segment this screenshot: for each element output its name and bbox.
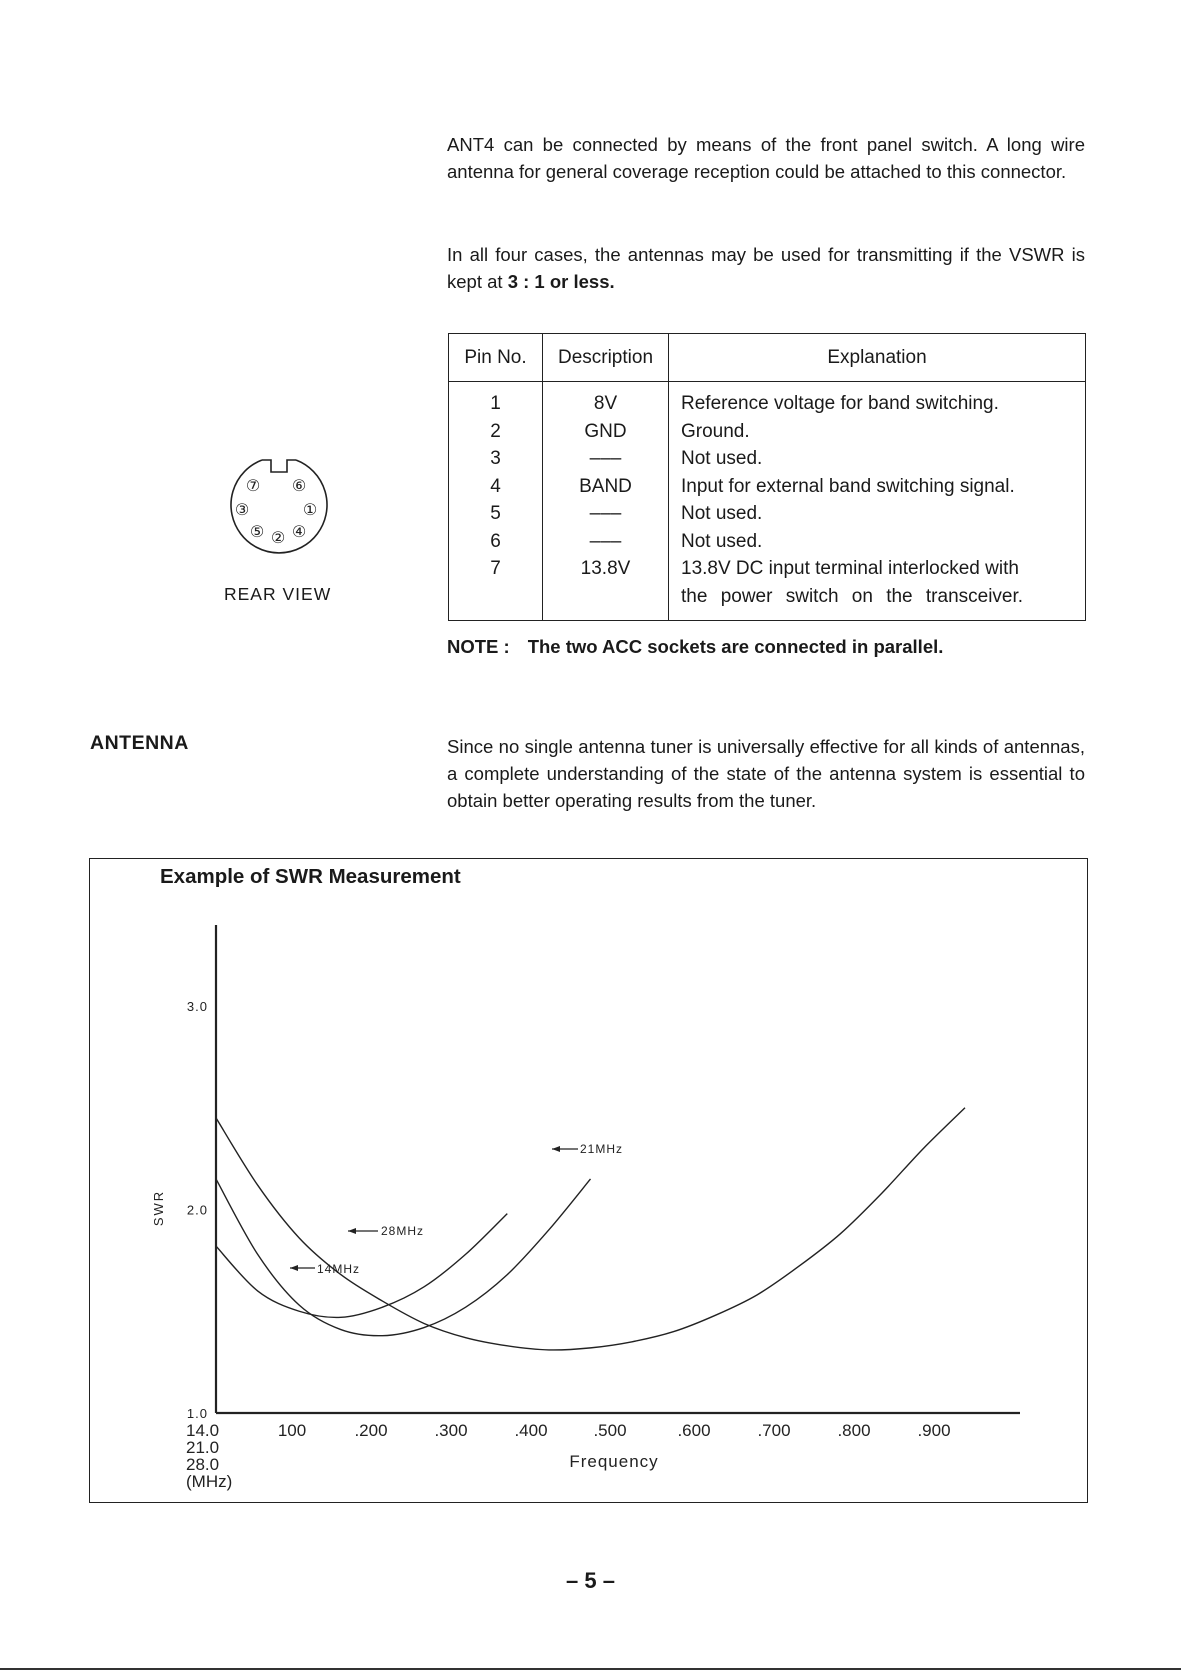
pin-explanation: the power switch on the transceiver.	[681, 585, 1024, 607]
pin-description: –––	[589, 448, 622, 469]
pin-explanation: Ground.	[681, 420, 750, 442]
chart-title: Example of SWR Measurement	[160, 865, 461, 888]
x-tick-label: .400	[514, 1421, 548, 1440]
x-tick-label: .800	[837, 1421, 871, 1440]
x-tick-label: .200	[354, 1421, 388, 1440]
callout-arrow-21mhz	[552, 1146, 560, 1152]
x-tick-label: .300	[434, 1421, 468, 1440]
pin-description: 13.8V	[580, 558, 631, 579]
antenna-heading: ANTENNA	[90, 732, 189, 754]
pin-1-label: ①	[302, 500, 318, 519]
x-axis-label: Frequency	[569, 1452, 659, 1471]
pin-description: –––	[589, 503, 622, 524]
pin-4-label: ④	[291, 522, 307, 541]
x-offset-label: (MHz)	[186, 1472, 233, 1491]
pin-explanation: Not used.	[681, 503, 763, 524]
footer-rule	[0, 1668, 1181, 1670]
series-curve-14mhz	[216, 1214, 507, 1318]
pin-number: 7	[490, 558, 501, 579]
page-number: – 5 –	[566, 1568, 615, 1593]
pin-number: 1	[490, 393, 501, 414]
x-offset-label: 21.0	[186, 1438, 220, 1457]
x-tick-label: .600	[677, 1421, 711, 1440]
y-tick-label: 2.0	[186, 1202, 208, 1218]
vswr-ratio: 3 : 1 or less.	[507, 271, 615, 292]
header-explanation: Explanation	[669, 334, 1086, 382]
x-tick-label: .900	[917, 1421, 951, 1440]
pin-number: 2	[490, 420, 501, 442]
pin-explanation: Not used.	[681, 530, 763, 552]
header-description: Description	[543, 334, 669, 382]
pin-number: 3	[490, 448, 501, 469]
pin-explanation: Input for external band switching signal.	[681, 475, 1015, 497]
ant4-paragraph: ANT4 can be connected by means of the front panel switch. A long wire antenna for general coverage reception could be attached to this connector.	[447, 134, 1085, 182]
pin-number: 6	[490, 530, 501, 552]
pin-number: 5	[490, 503, 501, 524]
pin-3-label: ③	[234, 500, 250, 519]
y-axis-label: SWR	[151, 1189, 166, 1227]
pin-description: BAND	[579, 475, 632, 497]
pin-explanation: Not used.	[681, 448, 763, 469]
pin-description: 8V	[593, 393, 618, 414]
x-tick-label: 100	[277, 1421, 307, 1440]
y-tick-label: 1.0	[186, 1406, 208, 1421]
x-tick-label: .500	[593, 1421, 627, 1440]
callout-arrow-28mhz	[348, 1228, 356, 1234]
pin-2-label: ②	[270, 528, 286, 547]
pin-explanation: 13.8V DC input terminal interlocked with	[681, 558, 1019, 579]
pin-7-label: ⑦	[245, 476, 261, 495]
x-tick-label: .700	[757, 1421, 791, 1440]
series-label-28mhz: 28MHz	[381, 1224, 425, 1238]
note-text: The two ACC sockets are connected in parallel.	[527, 636, 944, 657]
header-pin-no: Pin No.	[449, 334, 543, 382]
y-tick-label: 3.0	[186, 999, 208, 1014]
series-label-21mhz: 21MHz	[580, 1142, 624, 1156]
pin-5-label: ⑤	[249, 522, 265, 541]
pin-number: 4	[490, 475, 501, 497]
note-label: NOTE :	[447, 636, 510, 657]
pin-description: GND	[584, 420, 627, 442]
pin-6-label: ⑥	[291, 476, 307, 495]
callout-arrow-14mhz	[290, 1265, 298, 1271]
vswr-paragraph-text: In all four cases, the antennas may be used for transmitting if the VSWR is kept at	[447, 244, 1085, 292]
x-offset-label: 14.0	[186, 1421, 220, 1440]
rear-view-label: REAR VIEW	[224, 584, 332, 604]
pin-explanation: Reference voltage for band switching.	[681, 393, 999, 414]
series-label-14mhz: 14MHz	[317, 1262, 361, 1276]
antenna-paragraph: Since no single antenna tuner is universally effective for all kinds of antennas, a complete understanding of the state of the antenna system is essential to obtain better operating results from the tuner.	[447, 736, 1085, 811]
x-offset-label: 28.0	[186, 1455, 220, 1474]
pin-description: –––	[589, 530, 622, 552]
